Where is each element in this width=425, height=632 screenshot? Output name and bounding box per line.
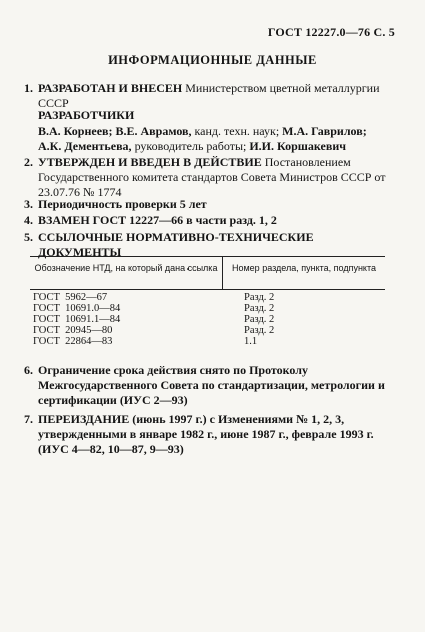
section-2-number: 2. — [24, 155, 33, 169]
table-cell-section: Разд. 2 — [244, 314, 275, 325]
table-row — [30, 336, 385, 347]
developer-name: И.И. Коршакевич — [249, 139, 347, 153]
developers-line-1 — [38, 124, 388, 139]
table-row — [30, 292, 385, 303]
table-cell-section: Разд. 2 — [244, 292, 275, 303]
section-3-number: 3. — [24, 197, 33, 211]
developer-title: руководитель работы; — [134, 139, 247, 153]
section-5-text: ССЫЛОЧНЫЕ НОРМАТИВНО-ТЕХНИЧЕСКИЕ ДОКУМЕНТЫ — [38, 230, 314, 259]
section-3 — [24, 197, 396, 212]
section-1-lead: РАЗРАБОТАН И ВНЕСЕН — [38, 81, 183, 95]
table-header-rule — [30, 289, 385, 290]
section-6-number: 6. — [24, 363, 33, 377]
developer-name: А.К. Дементьева, — [38, 139, 132, 153]
section-7-text: (июнь 1997 г.) с Изменениями № 1, 2, 3, утвержденными в январе 1982 г., июне 1987 г., феврале 1993 г. (ИУС 4—82, 10—87, 9—93) — [38, 412, 374, 456]
section-2-lead: УТВЕРЖДЕН И ВВЕДЕН В ДЕЙСТВИЕ — [38, 155, 262, 169]
developers-list — [38, 124, 388, 154]
section-5-number: 5. — [24, 230, 33, 244]
table-cell-document: ГОСТ 10691.0—84 — [33, 303, 121, 314]
table-cell-document: ГОСТ 5962—67 — [33, 292, 108, 303]
table-row — [30, 314, 385, 325]
developer-title: канд. техн. наук; — [194, 124, 280, 138]
section-4-lead: ВЗАМЕН — [38, 213, 90, 227]
developer-name: В.Е. Аврамов, — [115, 124, 192, 138]
section-6 — [24, 363, 396, 408]
developer-name: В.А. Корнеев; — [38, 124, 113, 138]
section-3-text: Периодичность проверки 5 лет — [38, 197, 207, 211]
table-cell-section: Разд. 2 — [244, 303, 275, 314]
section-7-lead: ПЕРЕИЗДАНИЕ — [38, 412, 130, 426]
developer-name: М.А. Гаврилов; — [282, 124, 367, 138]
section-2 — [24, 155, 396, 200]
column-header-section: Номер раздела, пункта, подпункта — [231, 263, 376, 273]
section-7 — [24, 412, 396, 457]
table-header-divider — [222, 256, 223, 289]
section-1 — [24, 81, 396, 111]
section-1-text: Министерством цветной металлургии СССР — [38, 81, 380, 110]
section-4-text: ГОСТ 12227—66 в части разд. 1, 2 — [92, 213, 277, 227]
section-4 — [24, 213, 396, 228]
table-cell-document: ГОСТ 10691.1—84 — [33, 314, 121, 325]
table-row — [30, 325, 385, 336]
section-2-text: Постановлением Государственного комитета стандартов Совета Министров СССР от 23.07.76 № 1774 — [38, 155, 386, 199]
table-cell-document: ГОСТ 20945—80 — [33, 325, 113, 336]
document-title: ИНФОРМАЦИОННЫЕ ДАННЫЕ — [108, 53, 317, 67]
developers-heading: РАЗРАБОТЧИКИ — [38, 108, 135, 122]
column-header-document: Обозначение НТД, на который дана ссылка — [34, 263, 218, 273]
table-row — [30, 303, 385, 314]
table-cell-section: 1.1 — [244, 336, 258, 347]
table-cell-section: Разд. 2 — [244, 325, 275, 336]
table-cell-document: ГОСТ 22864—83 — [33, 336, 113, 347]
section-6-text: Ограничение срока действия снято по Протоколу Межгосударственного Совета по стандартизации, метрологии и сертификации (ИУС 2—93) — [38, 363, 385, 407]
section-4-number: 4. — [24, 213, 33, 227]
table-top-rule — [30, 256, 385, 257]
section-1-number: 1. — [24, 81, 33, 95]
developers-line-2 — [38, 139, 388, 154]
page-header: ГОСТ 12227.0—76 С. 5 — [267, 25, 395, 39]
section-7-number: 7. — [24, 412, 33, 426]
